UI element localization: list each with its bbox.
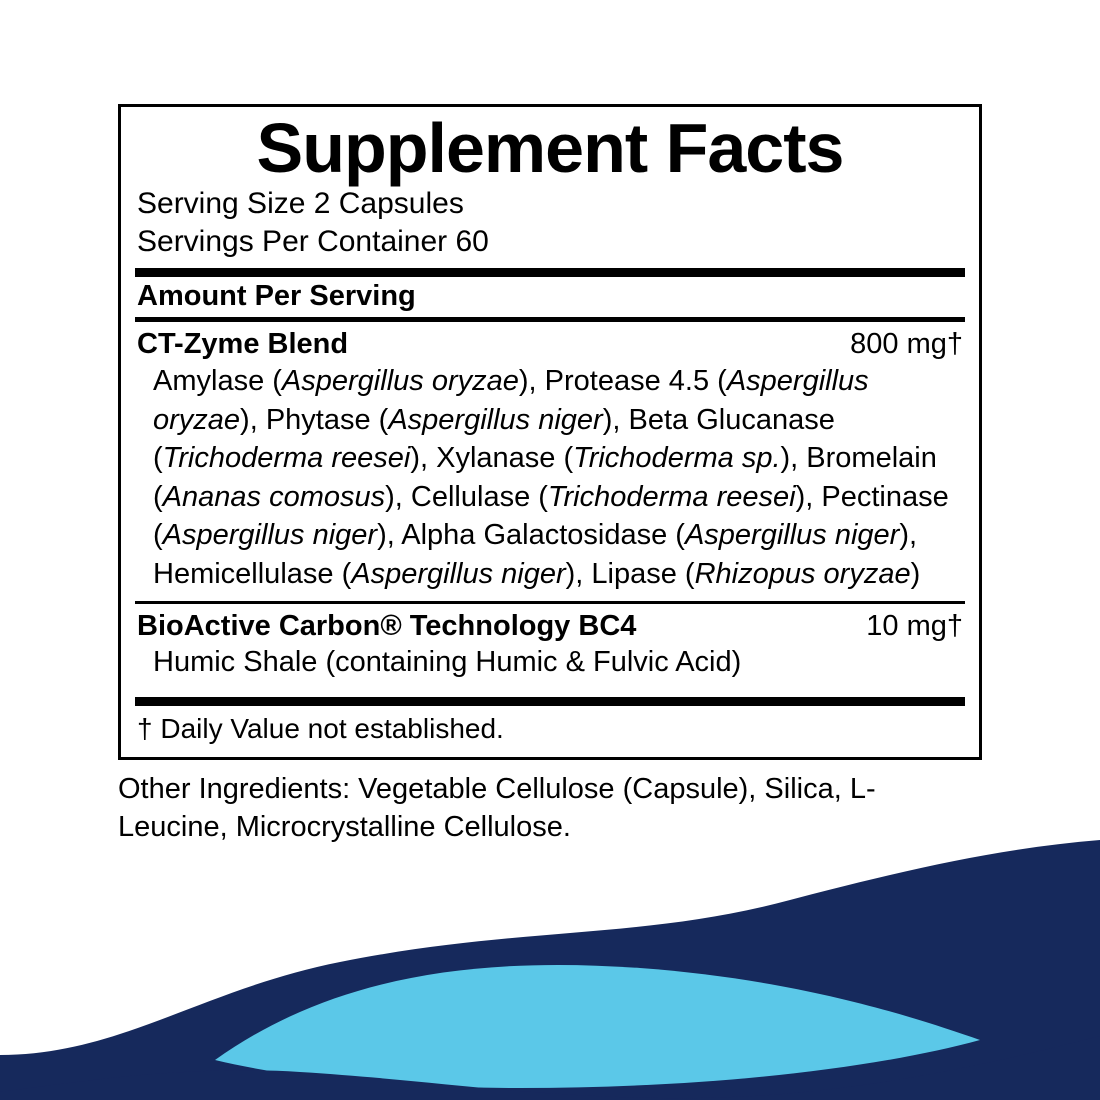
decorative-wave-graphic (0, 840, 1100, 1100)
divider-thick-top (135, 268, 965, 277)
ingredient-name: CT-Zyme Blend (137, 328, 349, 360)
ingredient-amount: 800 mg† (850, 328, 963, 360)
ingredient-description: Humic Shale (containing Humic & Fulvic Acid) (153, 646, 742, 679)
ingredient-name: BioActive Carbon® Technology BC4 (137, 610, 637, 643)
serving-size-text: Serving Size 2 Capsules (137, 187, 464, 220)
ingredient-amount: 10 mg† (866, 610, 963, 643)
divider-thick-bottom (135, 697, 965, 706)
table-row (135, 322, 965, 361)
supplement-facts-box (118, 104, 982, 760)
other-ingredients-text: Other Ingredients: Vegetable Cellulose (Capsule), Silica, L-Leucine, Microcrystalline Cellulose. (118, 773, 876, 843)
table-row (135, 604, 965, 643)
servings-per-container-text: Servings Per Container 60 (137, 224, 489, 258)
daily-value-footnote: † Daily Value not established. (137, 713, 504, 745)
supplement-facts-panel (118, 104, 982, 846)
ingredient-description: Amylase (Aspergillus oryzae), Protease 4.5 (Aspergillus oryzae), Phytase (Aspergillus niger), Beta Glucanase (Trichoderma reesei), Xylanase (Trichoderma sp.), Bromelain (Ananas comosus), Cellulase (Trichoderma reesei), Pectinase (Aspergillus niger), Alpha Galactosidase (Aspergillus niger), Hemicellulase (Aspergillus niger), Lipase (Rhizopus oryzae) (153, 365, 949, 590)
page-title: Supplement Facts (256, 109, 844, 187)
amount-per-serving-header: Amount Per Serving (137, 280, 416, 312)
